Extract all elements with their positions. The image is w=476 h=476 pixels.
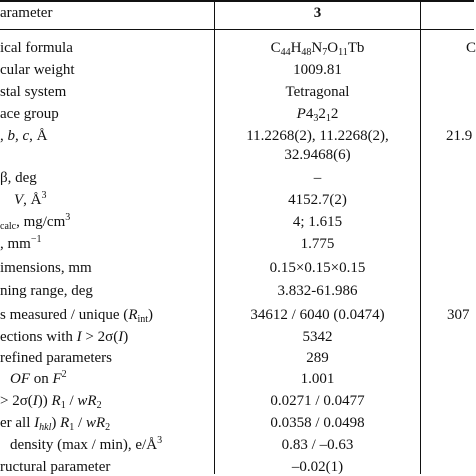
row-dims-label: imensions, mm: [0, 260, 92, 276]
row-mw-label: cular weight: [0, 62, 75, 78]
row-mu-value: 1.775: [300, 236, 335, 252]
column-divider-right: [420, 0, 421, 474]
row-dims-value: 0.15×0.15×0.15: [269, 260, 366, 276]
row-space-value: $P4_32_12$: [296, 106, 339, 124]
row-z-label: $_{calc}$, $mg/cm^3$: [0, 212, 71, 232]
row-mu-label: , $mm^{-1}$: [0, 234, 42, 252]
table-top-rule: [0, 0, 474, 2]
row-volume-value: 4152.7(2): [288, 192, 347, 208]
row-obs-label: ections with I > 2σ(I): [0, 329, 129, 345]
row-abc-label: , b, c, Å: [0, 128, 48, 144]
row-formula-value: $C_{44}H_{48}N_7O_{11}Tb$: [270, 40, 365, 58]
header-parameter: arameter: [0, 5, 53, 21]
row-rall-value: 0.0358 / 0.0498: [270, 415, 365, 431]
row-abc-value-4: 21.9: [446, 128, 473, 144]
row-refl-value: 34612 / 6040 (0.0474): [250, 307, 385, 323]
row-abc-value-line2: 32.9468(6): [284, 147, 351, 163]
row-density-label: density (max / min), $e/Å^3$: [10, 435, 163, 453]
row-system-label: stal system: [0, 84, 67, 100]
row-refl-label: s measured / unique $(R_{int})$: [0, 307, 154, 325]
row-r1-label: > 2σ(I)) $R_1 / wR_2$: [0, 393, 102, 411]
header-bottom-rule: [0, 29, 474, 30]
row-range-value: 3.832-61.986: [277, 283, 358, 299]
row-rall-label: er all $I_{hkl}$) $R_1 / wR_2$: [0, 415, 111, 433]
row-refl-value-4: 307: [447, 307, 470, 323]
row-beta-value: –: [313, 170, 322, 186]
row-flack-label: ructural parameter: [0, 459, 111, 475]
row-flack-value: –0.02(1): [291, 459, 344, 475]
row-formula-label: ical formula: [0, 40, 73, 56]
row-density-value: 0.83 / –0.63: [281, 437, 354, 453]
row-space-label: ace group: [0, 106, 59, 122]
row-nparams-label: refined parameters: [0, 350, 113, 366]
row-gof-value: 1.001: [300, 371, 335, 387]
row-system-value: Tetragonal: [285, 84, 350, 100]
row-z-value: 4; 1.615: [292, 214, 343, 230]
header-compound-3: 3: [313, 5, 322, 21]
row-abc-value-line1: 11.2268(2), 11.2268(2),: [246, 128, 389, 144]
row-r1-value: 0.0271 / 0.0477: [270, 393, 365, 409]
row-nparams-value: 289: [306, 350, 329, 366]
row-range-label: ning range, deg: [0, 283, 93, 299]
row-volume-label: V, $Å^3$: [14, 190, 47, 208]
row-formula-value-4: C: [466, 40, 476, 56]
row-beta-label: β, deg: [0, 170, 37, 186]
row-obs-value: 5342: [302, 329, 333, 345]
row-mw-value: 1009.81: [293, 62, 342, 78]
row-gof-label: OF on $F^2$: [10, 369, 67, 387]
